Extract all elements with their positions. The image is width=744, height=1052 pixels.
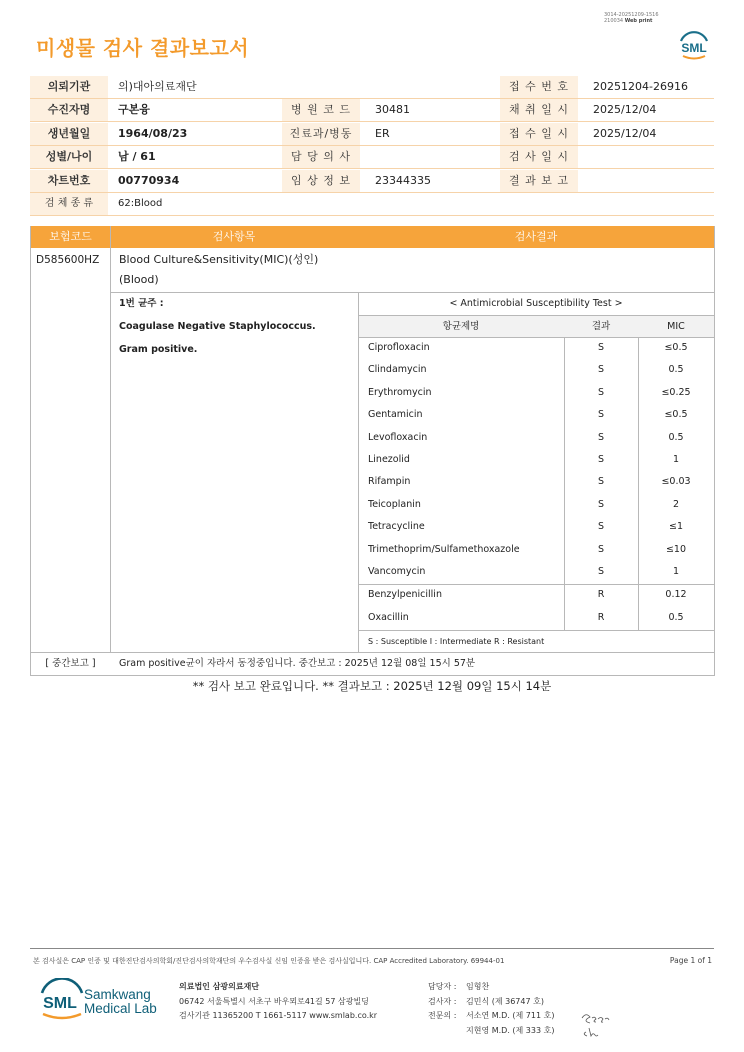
ast-legend: S : Susceptible I : Intermediate R : Resistant [368,637,545,646]
ast-mic: 1 [672,454,680,465]
divider [110,226,111,653]
divider [31,652,714,653]
handwritten-signature [578,1010,612,1038]
corporate-contact: 검사기관 11365200 T 1661-5117 www.smlab.co.kr [179,1011,378,1020]
ast-drug-name: Erythromycin [368,386,432,398]
web-print-label: Web print [624,18,653,24]
ast-result: S [597,409,605,421]
ast-mic: 0.12 [665,589,687,601]
ast-header-mic: MIC [667,321,685,332]
ast-mic: ≤0.5 [664,342,688,353]
info-value [375,146,495,168]
ast-mic: ≤0.03 [661,476,691,488]
ast-result: S [597,476,605,488]
staff-list [428,980,554,1038]
info-row [30,193,714,216]
doc-id-line2: 210034 [604,18,624,24]
staff-line [428,995,554,1010]
info-value: 62:Blood [118,198,163,209]
corporate-address: 06742 서울특별시 서초구 바우뫼로41길 57 삼광빌딩 [179,996,369,1006]
svg-text:SML: SML [681,41,707,55]
info-label: 의뢰기관 [30,76,108,98]
staff-line [428,1024,554,1039]
divider [358,292,359,653]
page-title: 미생물 검사 결과보고서 [36,36,250,60]
ast-drug-name: Benzylpenicillin [368,589,442,601]
info-row [30,170,714,193]
ast-result: S [597,386,605,398]
ast-header-drug: 항균제명 [442,321,480,332]
ast-mic: 0.5 [668,611,684,623]
ast-drug-name: Levofloxacin [368,431,428,443]
ast-title: < Antimicrobial Susceptibility Test > [449,298,623,309]
info-row [30,123,714,146]
ast-header-result: 결과 [591,321,611,332]
ast-mic: 2 [672,498,680,510]
ast-result: S [597,431,605,443]
ast-result: S [597,454,605,465]
interim-report-text: Gram positive균이 자라서 동정중입니다. 중간보고 : 2025년 12월 08일 15시 57분 [119,658,476,669]
ast-mic: 0.5 [668,431,684,443]
ast-mic: ≤1 [668,521,683,533]
info-label [282,76,360,98]
ast-result: R [597,589,605,601]
ast-drug-name: Gentamicin [368,409,423,421]
info-label: 진료과/병동 [282,123,360,145]
info-value: 30481 [375,103,410,117]
info-row [30,99,714,122]
staff-line [428,1009,554,1024]
ast-mic: ≤0.5 [664,409,688,421]
interim-report-label: [ 중간보고 ] [45,658,96,669]
staff-line [428,980,554,995]
svg-text:SML: SML [43,995,77,1012]
header-insurance-code: 보험코드 [49,230,92,243]
result-table [30,226,715,676]
header-test-result: 검사결과 [514,230,558,243]
staff-name: 임형찬 [466,982,490,991]
info-label: 임 상 정 보 [282,170,360,192]
info-value: 의)대아의료재단 [118,80,197,93]
info-label: 결 과 보 고 [500,170,578,192]
accreditation-note: 본 검사실은 CAP 인증 및 대한진단검사의학회/진단검사의학재단의 우수검사실 신임 인증을 받은 검사실입니다. CAP Accredited Laboratory. 69944-01 [33,957,505,965]
info-value [375,193,495,215]
staff-role: 전문의 : [428,1011,457,1020]
staff-name: 지현영 M.D. (제 333 호) [466,1025,555,1035]
divider [358,337,714,338]
document-id [604,12,659,24]
brand-line2: Medical Lab [84,1001,157,1016]
divider [110,292,714,293]
ast-drug-name: Trimethoprim/Sulfamethoxazole [368,543,520,555]
corporate-name: 의료법인 삼광의료재단 [179,982,260,991]
gram-stain: Gram positive. [119,344,198,355]
info-label: 병 원 코 드 [282,99,360,121]
info-row [30,146,714,169]
brand-name [84,988,157,1016]
info-label: 접 수 번 호 [500,76,578,98]
ast-result: S [597,543,605,555]
staff-role: 검사자 : [428,996,457,1006]
info-value: 2025/12/04 [593,103,657,117]
divider [358,584,714,585]
info-value: 00770934 [118,173,180,187]
info-value: 1964/08/23 [118,126,188,140]
ast-result: S [597,566,605,577]
divider [564,315,565,630]
ast-drug-name: Vancomycin [368,566,426,577]
page-number: Page 1 of 1 [669,956,712,965]
brand-line1: Samkwang [84,987,151,1002]
ast-mic: ≤0.25 [661,386,691,398]
header-test-item: 검사항목 [212,230,256,243]
test-name: Blood Culture&Sensitivity(MIC)(성인) [119,253,319,266]
ast-result: S [597,521,605,533]
footer-divider [30,948,714,949]
ast-drug-name: Rifampin [368,476,411,488]
ast-result: S [597,364,605,376]
info-value [593,146,713,168]
info-label: 수진자명 [30,99,108,121]
info-row [30,76,714,99]
organism-label: 1번 균주 : [119,298,164,309]
info-label: 검 사 일 시 [500,146,578,168]
ast-result: S [597,342,605,353]
ast-drug-name: Teicoplanin [368,498,421,510]
divider [31,675,714,676]
info-value [375,76,495,98]
info-value: 구본융 [118,103,150,117]
staff-name: 서소연 M.D. (제 711 호) [466,1011,555,1020]
ast-mic: 0.5 [668,364,684,376]
info-label: 담 당 의 사 [282,146,360,168]
ast-mic: 1 [672,566,680,577]
insurance-code: D585600HZ [36,254,100,266]
divider [358,630,714,631]
info-value: 23344335 [375,173,431,187]
samkwang-logo-icon [36,978,88,1024]
ast-drug-name: Clindamycin [368,364,427,376]
ast-drug-name: Tetracycline [368,521,425,533]
divider [638,315,639,630]
info-value: ER [375,126,390,140]
info-label: 성별/나이 [30,146,108,168]
staff-role: 담당자 : [428,982,457,991]
info-value [593,193,713,215]
info-label: 접 수 일 시 [500,123,578,145]
info-label: 채 취 일 시 [500,99,578,121]
info-value [593,170,713,192]
corporate-info [179,980,377,1024]
info-value: 20251204-26916 [593,80,688,93]
info-label [500,193,578,215]
ast-result: R [597,611,605,623]
organism-name: Coagulase Negative Staphylococcus. [119,321,316,332]
info-label: 차트번호 [30,170,108,192]
result-table-header [31,226,714,248]
staff-name: 김민식 (제 36747 호) [466,996,544,1006]
test-specimen: (Blood) [119,273,159,286]
info-label: 생년월일 [30,123,108,145]
sml-logo-icon [676,28,712,64]
info-value: 남 / 61 [118,150,156,164]
ast-drug-name: Oxacillin [368,611,409,623]
info-value: 2025/12/04 [593,126,657,140]
ast-result: S [597,498,605,510]
doc-id-line1: 3014-20251209-1516 [604,12,659,18]
info-label: 검 체 종 류 [30,193,108,215]
final-report: ** 검사 보고 완료입니다. ** 결과보고 : 2025년 12월 09일 15시 14분 [192,679,552,693]
ast-drug-name: Ciprofloxacin [368,342,430,353]
ast-drug-name: Linezolid [368,454,410,465]
info-label [282,193,360,215]
ast-mic: ≤10 [665,543,687,555]
